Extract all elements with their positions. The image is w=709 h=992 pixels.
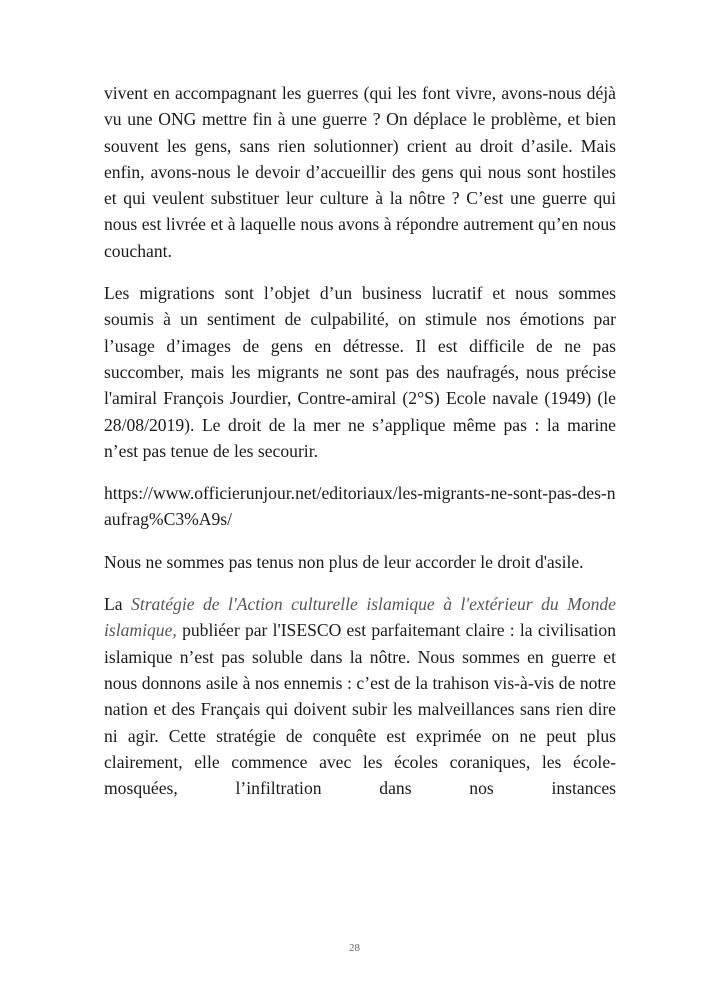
page-body [104, 80, 616, 817]
paragraph-ngo-asylum: vivent en accompagnant les guerres (qui les font vivre, avons-nous déjà vu une ONG mettre fin à une guerre ? On déplace le problème, et bien souvent les gens, sans rien solutionner) crient au droit d’asile. Mais enfin, avons-nous le devoir d’accueillir des gens qui nous sont hostiles et qui veulent substituer leur culture à la nôtre ? C’est une guerre qui nous est livrée et à laquelle nous avons à répondre autrement qu’en nous couchant. [104, 83, 616, 261]
paragraph-continuation: publiéer par l'ISESCO est parfaitemant claire : la civilisation islamique n’est pas soluble dans la nôtre. Nous sommes en guerre et nous donnons asile à nos ennemis : c’est de la trahison vis-à-vis de notre nation et des Français qui doivent subir les malveillances sans rien dire ni agir. Cette stratégie de conquête est exprimée on ne peut plus clairement, elle commence avec les écoles coraniques, les école-mosquées, l’infiltration dans nos instances [104, 620, 616, 799]
page-number: 28 [349, 942, 360, 954]
source-url: https://www.officierunjour.net/editoriaux/les-migrants-ne-sont-pas-des-naufrag%C3%A9s/ [104, 483, 616, 530]
paragraph-lead: La [104, 594, 132, 615]
strategy-title: Stratégie de l'Action culturelle islamique à l'extérieur du Monde islamique, [104, 594, 616, 641]
paragraph-migrations-business: Les migrations sont l’objet d’un business lucratif et nous sommes soumis à un sentiment de culpabilité, on stimule nos émotions par l’usage d’images de gens en détresse. Il est difficile de ne pas succomber, mais les migrants ne sont pas des naufragés, nous précise l'amiral François Jourdier, Contre-amiral (2°S) Ecole navale (1949) (le 28/08/2019). Le droit de la mer ne s’applique même pas : la marine n’est pas tenue de les secourir. [104, 283, 616, 461]
paragraph-isesco-strategy [104, 591, 616, 801]
paragraph-right-of-asylum: Nous ne sommes pas tenus non plus de leur accorder le droit d'asile. [104, 551, 584, 572]
